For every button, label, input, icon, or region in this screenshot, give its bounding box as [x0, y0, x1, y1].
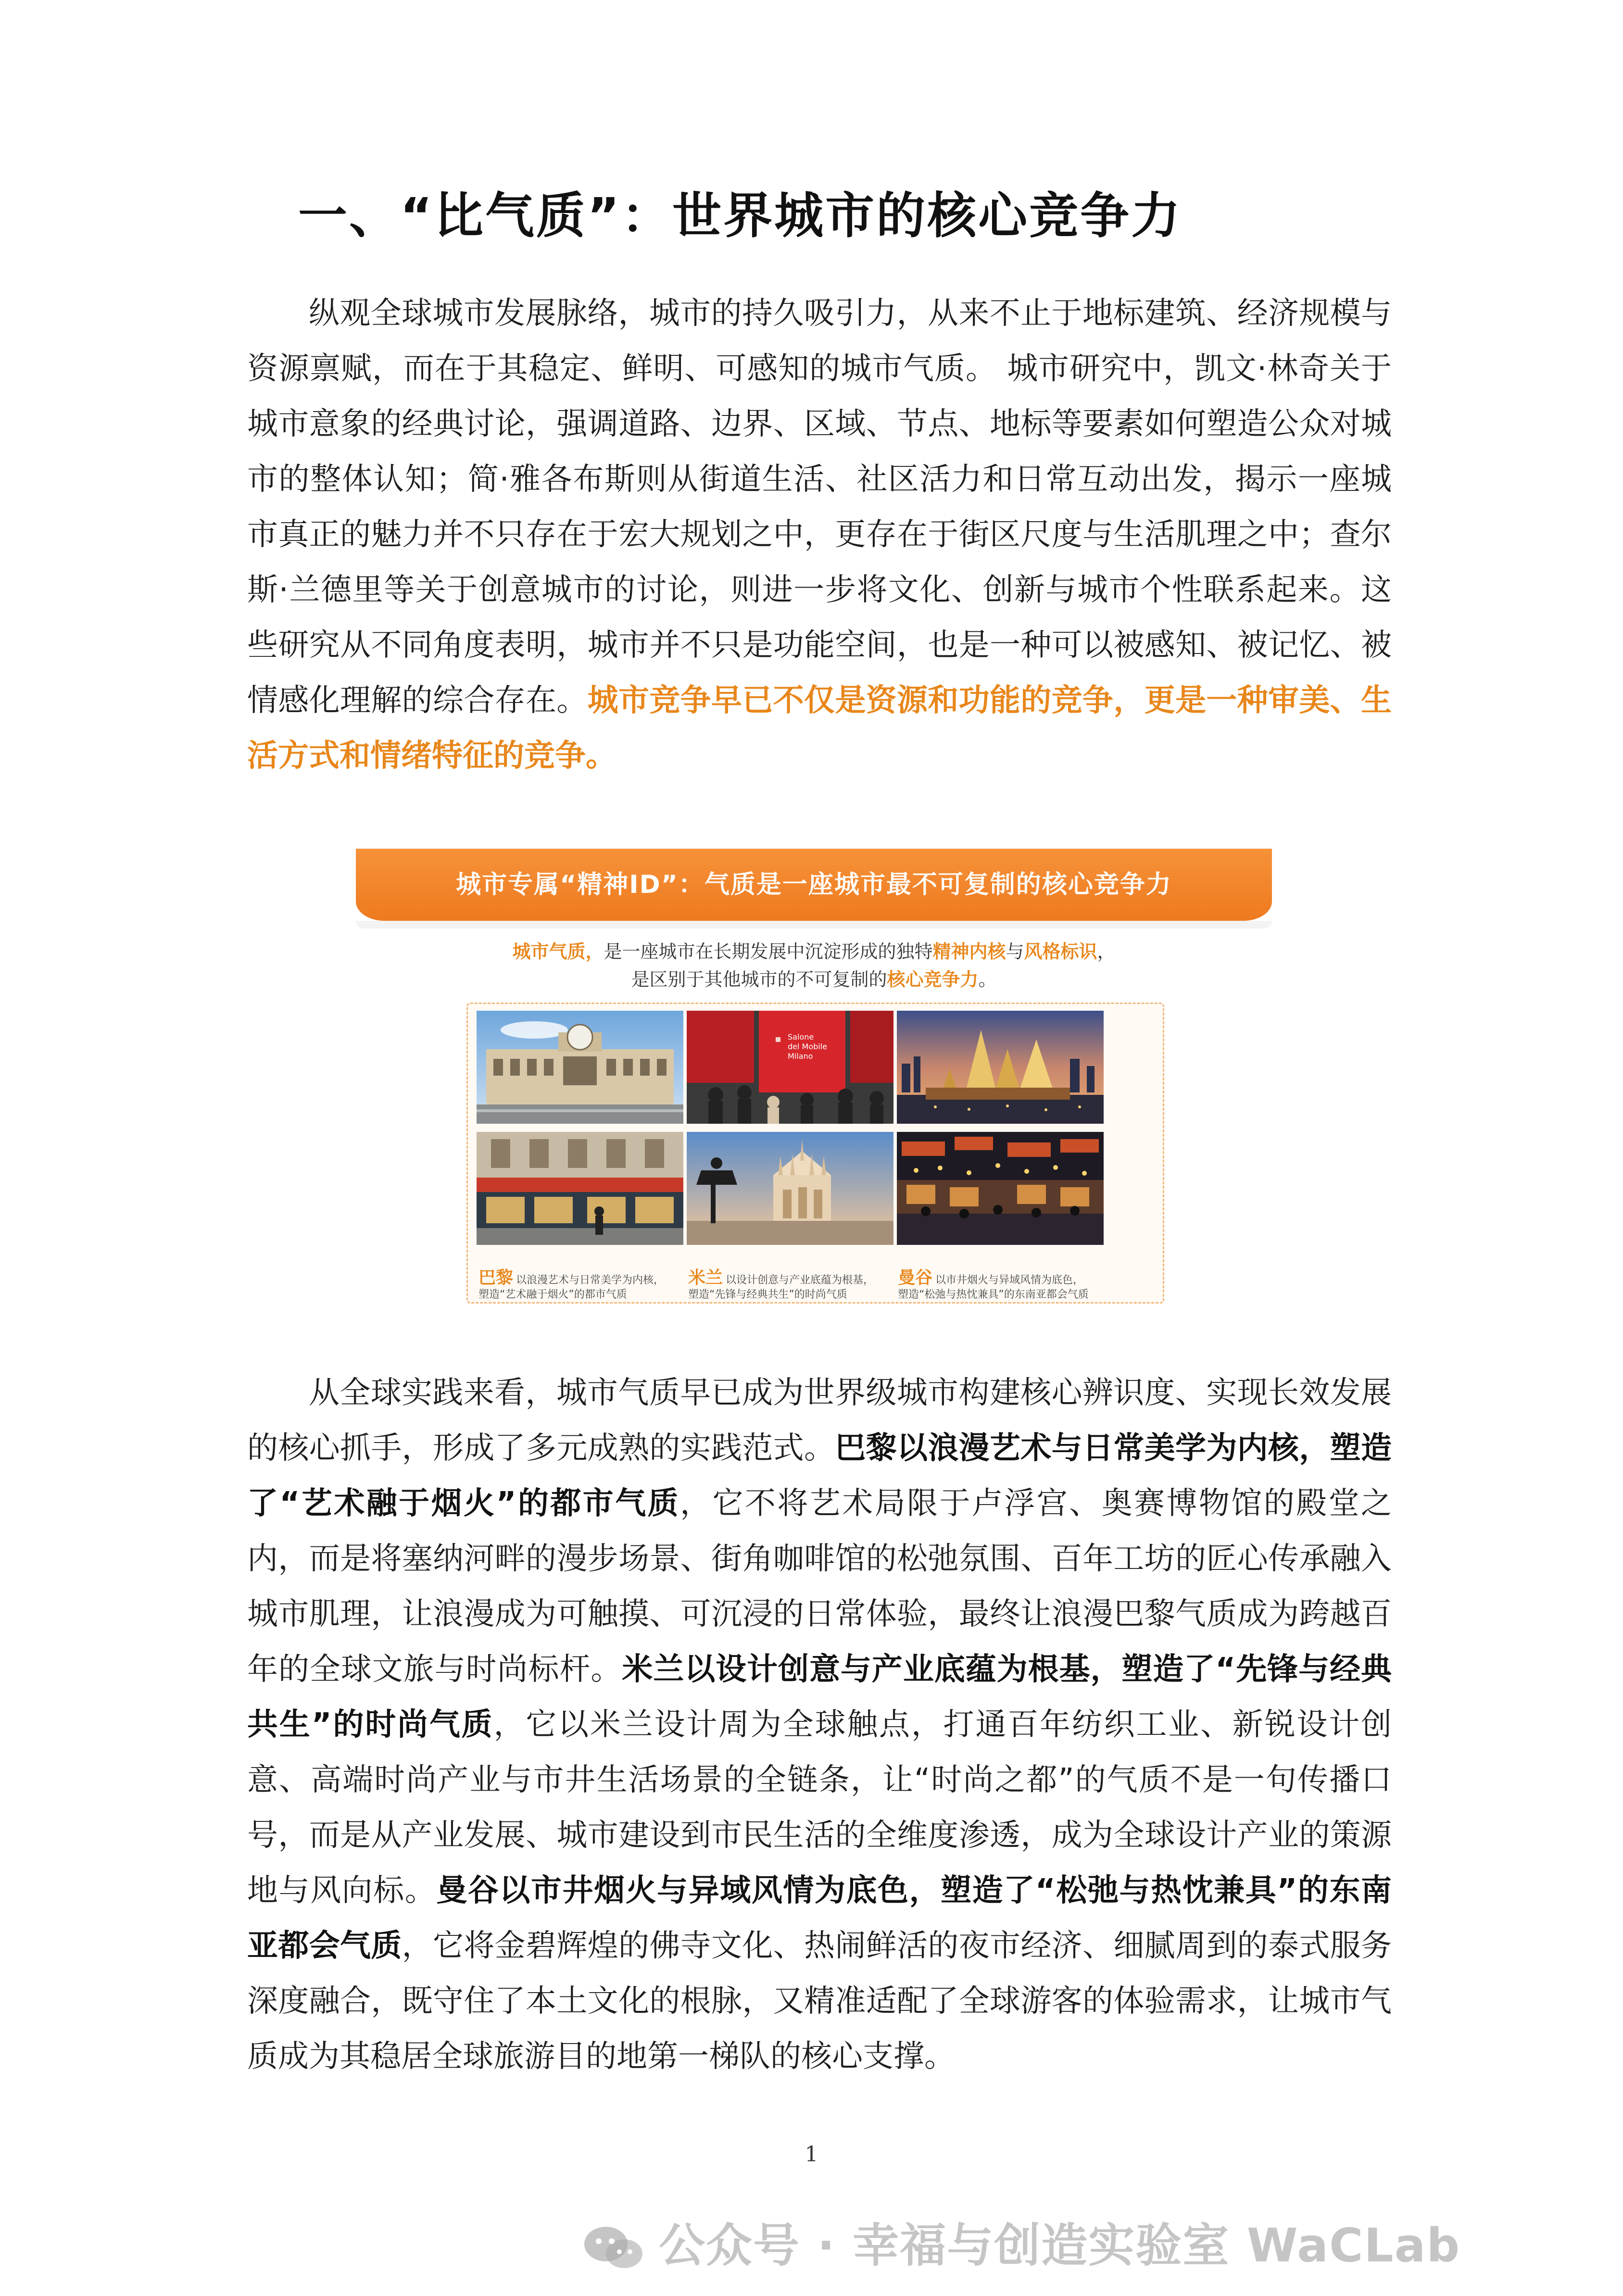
paragraph-practice: [247, 1366, 1392, 2084]
intro-text: 纵观全球城市发展脉络，城市的持久吸引力，从来不止于地标建筑、经济规模与资源禀赋，而在于其稳定、鲜明、可感知的城市气质。 城市研究中，凯文·林奇关于城市意象的经典讨论，强调道路、边界、区域、节点、地标等要素如何塑造公众对城市的整体认知；简·雅各布斯则从街道生活、社区活力和日常互动出发，揭示一座城市真正的魅力并不只存在于宏大规划之中，更存在于街区尺度与生活肌理之中；查尔斯·兰德里等关于创意城市的讨论，则进一步将文化、创新与城市个性联系起来。这些研究从不同角度表明，城市并不只是功能空间，也是一种可以被感知、被记忆、被情感化理解的综合存在。: [247, 296, 1392, 718]
practice-text: ，它将金碧辉煌的佛寺文化、热闹鲜活的夜市经济、细腻周到的泰式服务深度融合，既守住了本土文化的根脉，又精准适配了全球游客的体验需求，让城市气质成为其稳居全球旅游目的地第一梯队的核心支撑。: [247, 1928, 1392, 2074]
practice-text: 从全球实践来看，城市气质早已成为世界级城市构建核心辨识度、实现长效发展的核心抓手，形成了多元成熟的实践范式。: [247, 1375, 1392, 1466]
city-temperament-infographic: [356, 849, 1272, 1315]
infographic-banner: 城市专属“精神ID”：气质是一座城市最不可复制的核心竞争力: [356, 849, 1272, 921]
page-number: 1: [805, 2142, 818, 2167]
caption-milan: [688, 1268, 900, 1302]
caption-line: 塑造“先锋与经典共生”的时尚气质: [688, 1289, 847, 1301]
banner-shadow: [356, 921, 1272, 928]
practice-text: ，它以米兰设计周为全球触点，打通百年纺织工业、新锐设计创意、高端时尚产业与市井生活场景的全链条，让“时尚之都”的气质不是一句传播口号，而是从产业发展、城市建设到市民生活的全维度渗透，成为全球设计产业的策源地与风向标。: [247, 1707, 1392, 1908]
caption-bangkok: [898, 1268, 1109, 1302]
paragraph-intro: [247, 286, 1392, 784]
caption-paris: [478, 1268, 690, 1302]
photo-grid: [466, 1003, 1164, 1304]
milan-sign-text-3: Milano: [788, 1052, 813, 1061]
practice-bold-paris: 巴黎以浪漫艺术与日常美学为内核，塑造了“艺术融于烟火”的都市气质: [247, 1430, 1392, 1521]
paris-museum-photo: [477, 1011, 683, 1124]
wechat-icon: [582, 2224, 644, 2272]
bangkok-night-market-photo: [897, 1132, 1104, 1245]
subtitle-text: 是区别于其他城市的不可复制的: [631, 969, 887, 990]
watermark: 公众号 · 幸福与创造实验室 WaCLab: [659, 2219, 1461, 2272]
subtitle-term: 风格标识: [1024, 941, 1097, 962]
caption-city: 米兰: [688, 1268, 723, 1288]
practice-bold-milan: 米兰以设计创意与产业底蕴为根基，塑造了“先锋与经典共生”的时尚气质: [247, 1652, 1392, 1743]
bangkok-temple-photo: [897, 1011, 1104, 1124]
caption-city: 曼谷: [898, 1268, 933, 1288]
subtitle-term: 核心竞争力: [887, 969, 979, 990]
caption-line: 以市井烟火与异域风情为底色，: [935, 1274, 1084, 1286]
milan-design-week-photo: [687, 1011, 893, 1124]
caption-line: 以设计创意与产业底蕴为根基，: [726, 1274, 874, 1286]
milan-cathedral-photo: [687, 1132, 893, 1245]
intro-highlight: 城市竞争早已不仅是资源和功能的竞争，更是一种审美、生活方式和情绪特征的竞争。: [247, 683, 1392, 774]
caption-city: 巴黎: [478, 1268, 514, 1288]
subtitle-text: 。: [978, 969, 997, 990]
infographic-subtitle-line1: [356, 938, 1272, 966]
caption-line: 以浪漫艺术与日常美学为内核，: [516, 1274, 665, 1286]
milan-sign-text-1: Salone: [788, 1032, 814, 1041]
milan-sign-text-2: del Mobile: [788, 1042, 828, 1051]
subtitle-text: ，: [1097, 941, 1116, 962]
paris-cafe-photo: [477, 1132, 683, 1245]
caption-line: 塑造“松弛与热忱兼具”的东南亚都会气质: [898, 1289, 1089, 1301]
subtitle-term: 精神内核: [932, 941, 1006, 962]
subtitle-term: 城市气质，: [512, 941, 604, 962]
subtitle-text: 是一座城市在长期发展中沉淀形成的独特: [604, 941, 933, 962]
practice-bold-bangkok: 曼谷以市井烟火与异域风情为底色，塑造了“松弛与热忱兼具”的东南亚都会气质: [247, 1873, 1392, 1964]
section-heading: 一、“比气质”：世界城市的核心竞争力: [298, 188, 1183, 245]
caption-line: 塑造“艺术融于烟火”的都市气质: [478, 1289, 627, 1301]
practice-text: ，它不将艺术局限于卢浮宫、奥赛博物馆的殿堂之内，而是将塞纳河畔的漫步场景、街角咖啡馆的松弛氛围、百年工坊的匠心传承融入城市肌理，让浪漫成为可触摸、可沉浸的日常体验，最终让浪漫巴黎气质成为跨越百年的全球文旅与时尚标杆。: [247, 1486, 1392, 1687]
subtitle-text: 与: [1006, 941, 1024, 962]
infographic-subtitle-line2: [356, 966, 1272, 993]
